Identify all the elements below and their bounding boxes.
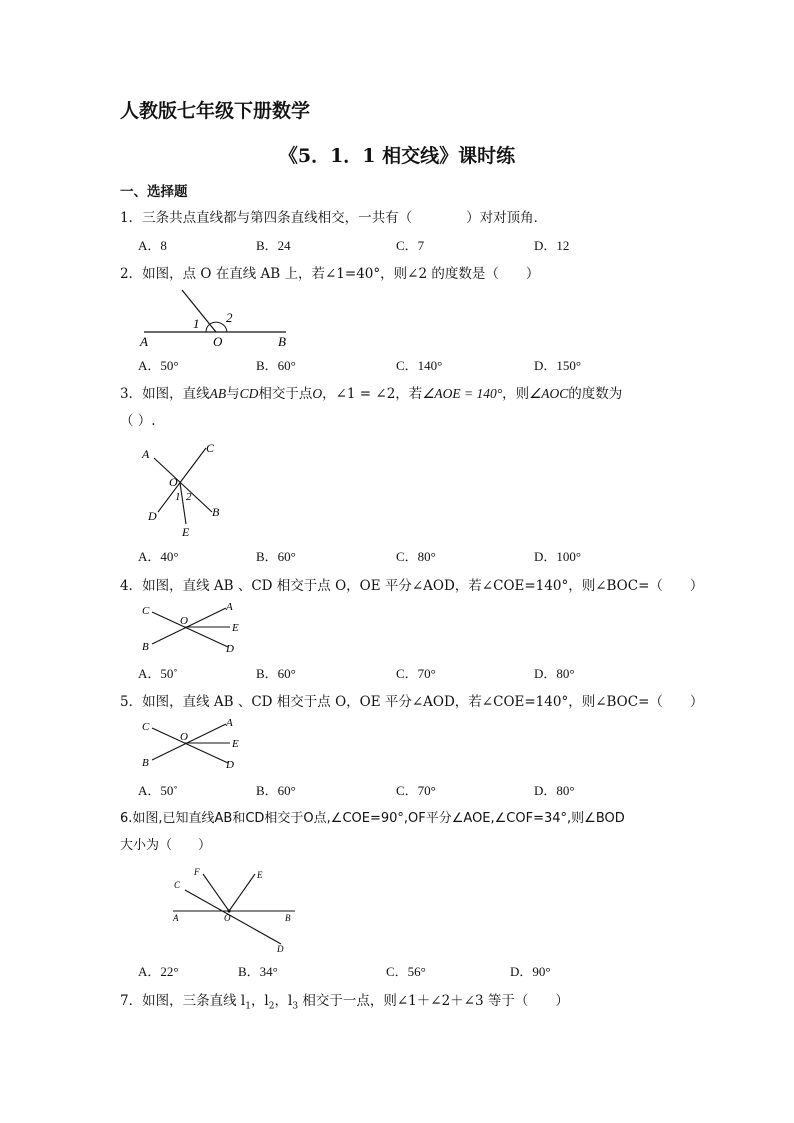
fig4-label-c: C	[142, 605, 150, 617]
choice-a: A．50°	[138, 358, 179, 373]
fig6-label-a: A	[173, 913, 179, 923]
question-4-choices	[138, 663, 678, 681]
fig6-label-b: B	[285, 913, 291, 923]
choice-d: D．80°	[534, 783, 575, 798]
question-3-figure	[140, 440, 230, 540]
question-2-choices	[138, 355, 678, 373]
choice-c: C．70°	[396, 783, 436, 798]
choice-b: B．60°	[256, 666, 296, 681]
fig6-label-f: F	[194, 867, 200, 877]
fig3-label-e: E	[182, 525, 190, 539]
fig6-label-d: D	[277, 944, 284, 954]
question-7-stem: 7．如图，三条直线 $l_1$，$l_2$，$l_3$ 相交于一点，则∠1＋∠2＋∠3 等于（ ）	[120, 993, 569, 1012]
choice-c: C．70°	[396, 666, 436, 681]
choice-a: A．50˚	[138, 783, 178, 798]
question-6-stem: 6.如图,已知直线AB和CD相交于O点,∠COE=90°,OF平分∠AOE,∠COF=34°,则∠BOD	[120, 811, 625, 826]
question-1-stem: 1．三条共点直线都与第四条直线相交，一共有（ ）对对顶角．	[120, 210, 548, 226]
question-5-figure	[138, 716, 248, 772]
fig6-label-e: E	[257, 870, 263, 880]
choice-b: B．34°	[238, 964, 278, 979]
fig3-label-d: D	[148, 509, 157, 523]
fig5-label-o: O	[180, 731, 188, 743]
choice-b: B．60°	[256, 358, 296, 373]
fig4-label-a: A	[226, 601, 233, 613]
choice-b: B．60°	[256, 783, 296, 798]
question-6-figure	[165, 866, 305, 956]
question-2-stem: 2．如图，点 O 在直线 AB 上，若∠1=40°，则∠2 的度数是（ ）	[120, 266, 540, 282]
question-1-choices	[138, 235, 678, 253]
fig2-label-a: A	[140, 334, 148, 349]
fig3-label-2: 2	[186, 491, 192, 503]
worksheet-title: 《5．1．1 相交线》课时练	[278, 145, 516, 167]
fig5-label-a: A	[226, 717, 233, 729]
fig2-label-b: B	[278, 334, 286, 349]
fig3-label-1: 1	[175, 491, 181, 503]
choice-d: D．80°	[534, 666, 575, 681]
choice-b: B．60°	[256, 549, 296, 564]
worksheet-header: 人教版七年级下册数学	[120, 100, 311, 122]
choice-c: C．7	[396, 238, 425, 253]
choice-d: D．150°	[534, 358, 582, 373]
fig3-label-a: A	[142, 447, 150, 461]
choice-a: A．50˚	[138, 666, 178, 681]
section-heading: 一、选择题	[120, 184, 188, 200]
choice-c: C．80°	[396, 549, 436, 564]
question-2-figure	[130, 284, 300, 350]
fig5-label-d: D	[226, 759, 234, 771]
choice-d: D．90°	[510, 964, 551, 979]
fig5-label-c: C	[142, 721, 150, 733]
choice-c: C．56°	[386, 964, 426, 979]
question-5-choices	[138, 780, 678, 798]
choice-a: A．22°	[138, 964, 179, 979]
fig4-label-e: E	[232, 622, 239, 634]
question-4-figure	[138, 600, 248, 656]
choice-d: D．100°	[534, 549, 582, 564]
choice-c: C．140°	[396, 358, 443, 373]
question-3-stem: 3．如图，直线AB与CD相交于点O，∠1 = ∠2，若∠AOE = 140°，则∠AOC的度数为	[120, 386, 623, 402]
fig3-label-c: C	[206, 441, 215, 455]
fig2-label-1: 1	[193, 316, 200, 331]
fig4-label-o: O	[180, 615, 188, 627]
choice-a: A．40°	[138, 549, 179, 564]
choice-a: A．8	[138, 238, 167, 253]
fig5-label-e: E	[232, 738, 239, 750]
question-6-stem-line2: 大小为（ ）	[120, 838, 212, 853]
question-5-stem: 5．如图，直线 AB 、CD 相交于点 O，OE 平分∠AOD，若∠COE=140°，则∠BOC=（ ）	[120, 694, 704, 710]
fig3-label-o: O	[169, 475, 178, 489]
question-3-choices	[138, 546, 678, 564]
choice-d: D．12	[534, 238, 570, 253]
question-6-choices	[138, 961, 678, 979]
fig2-label-2: 2	[226, 310, 233, 325]
fig4-label-b: B	[142, 641, 149, 653]
fig2-label-o: O	[213, 334, 223, 349]
fig6-label-c: C	[174, 880, 181, 890]
choice-b: B．24	[256, 238, 291, 253]
fig3-label-b: B	[212, 505, 220, 519]
fig6-label-o: O	[224, 913, 231, 923]
fig5-label-b: B	[142, 757, 149, 769]
question-3-stem-line2: （ ）.	[120, 413, 156, 429]
fig4-label-d: D	[226, 643, 234, 655]
question-4-stem: 4．如图，直线 AB 、CD 相交于点 O，OE 平分∠AOD，若∠COE=140°，则∠BOC=（ ）	[120, 578, 704, 594]
